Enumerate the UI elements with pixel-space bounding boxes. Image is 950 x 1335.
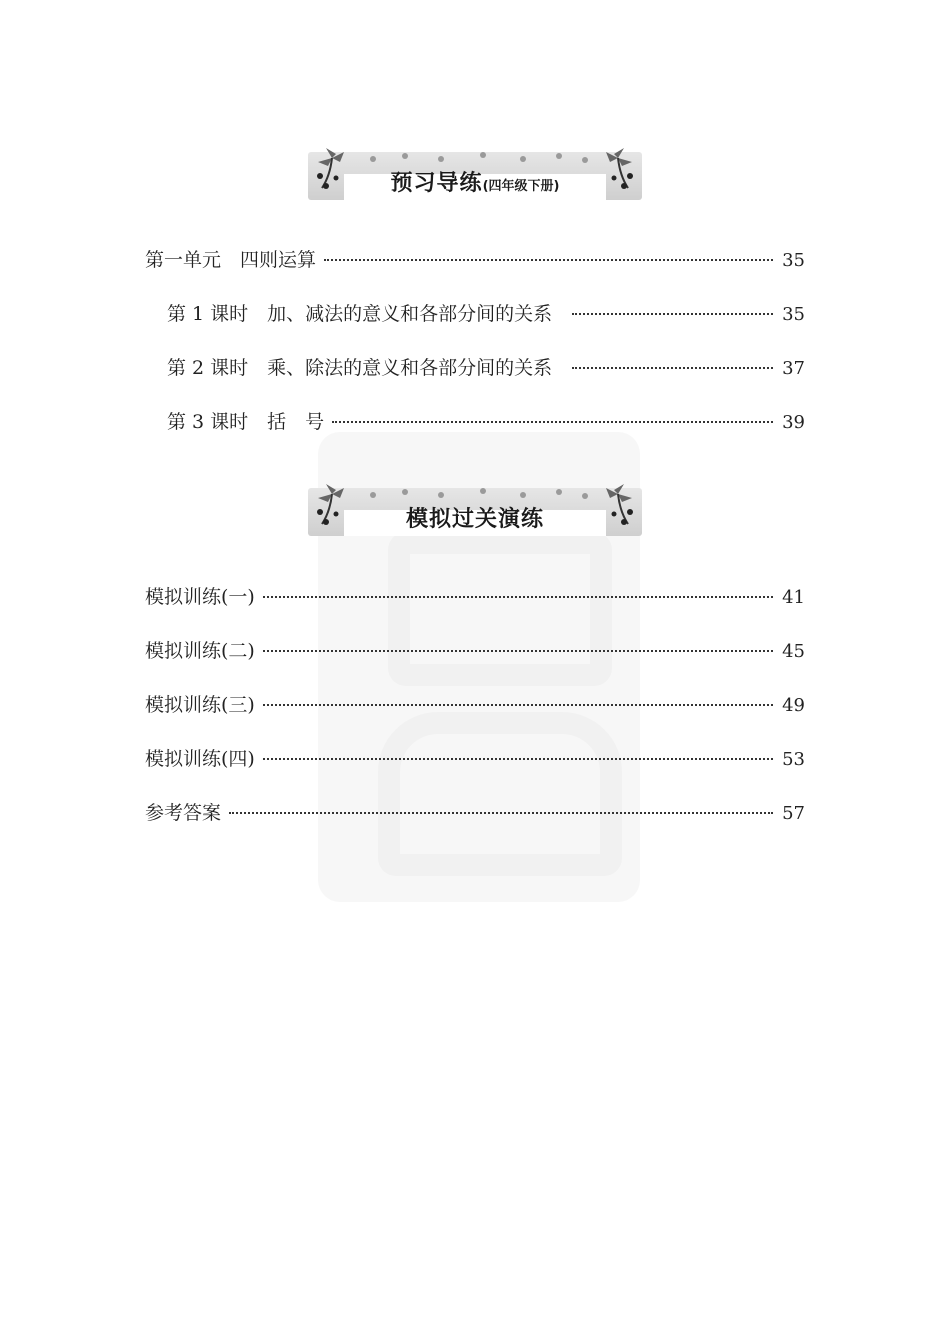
toc-entry-page: 53 <box>782 749 805 770</box>
toc-entry-unit[interactable] <box>145 245 805 273</box>
toc-entry-label: 参考答案 <box>145 802 222 824</box>
toc-entry-label: 模拟训练(二) <box>145 640 255 662</box>
toc-entry-label: 第 3 课时 括 号 <box>167 411 325 433</box>
toc-entry-page: 39 <box>782 412 805 433</box>
toc-entry[interactable] <box>145 744 805 772</box>
section-banner-simulation <box>308 484 642 540</box>
toc-entry-label: 第 1 课时 加、减法的意义和各部分间的关系 <box>167 303 553 325</box>
toc-entry-page: 45 <box>782 641 805 662</box>
toc-entry-lesson[interactable] <box>167 353 805 381</box>
leader-dots <box>263 704 773 706</box>
toc-entry-page: 35 <box>782 304 805 325</box>
toc-entry-label: 模拟训练(三) <box>145 694 255 716</box>
sparkle-decoration <box>360 486 590 502</box>
toc-entry-page: 57 <box>782 803 805 824</box>
leader-dots <box>229 812 773 814</box>
toc-entry[interactable] <box>145 582 805 610</box>
section-title: 预习导练(四年级下册) <box>390 171 560 196</box>
leader-dots <box>263 596 773 598</box>
section-subtitle: (四年级下册) <box>482 179 560 194</box>
leader-dots <box>572 367 773 369</box>
toc-entry-answers[interactable] <box>145 798 805 826</box>
section-title: 模拟过关演练 <box>405 507 544 532</box>
section-banner-preview <box>308 148 642 204</box>
leader-dots <box>324 259 773 261</box>
toc-entry-label: 模拟训练(一) <box>145 586 255 608</box>
toc-entry-label: 第 2 课时 乘、除法的意义和各部分间的关系 <box>167 357 553 379</box>
leader-dots <box>572 313 773 315</box>
toc-entry[interactable] <box>145 636 805 664</box>
toc-entry[interactable] <box>145 690 805 718</box>
leader-dots <box>332 421 773 423</box>
toc-entry-lesson[interactable] <box>167 299 805 327</box>
toc-entry-page: 35 <box>782 250 805 271</box>
toc-entry-label: 第一单元 四则运算 <box>145 249 317 271</box>
toc-entry-page: 41 <box>782 587 805 608</box>
toc-entry-page: 49 <box>782 695 805 716</box>
leader-dots <box>263 650 773 652</box>
toc-entry-lesson[interactable] <box>167 407 805 435</box>
toc-entry-page: 37 <box>782 358 805 379</box>
leader-dots <box>263 758 773 760</box>
sparkle-decoration <box>360 150 590 166</box>
toc-entry-label: 模拟训练(四) <box>145 748 255 770</box>
